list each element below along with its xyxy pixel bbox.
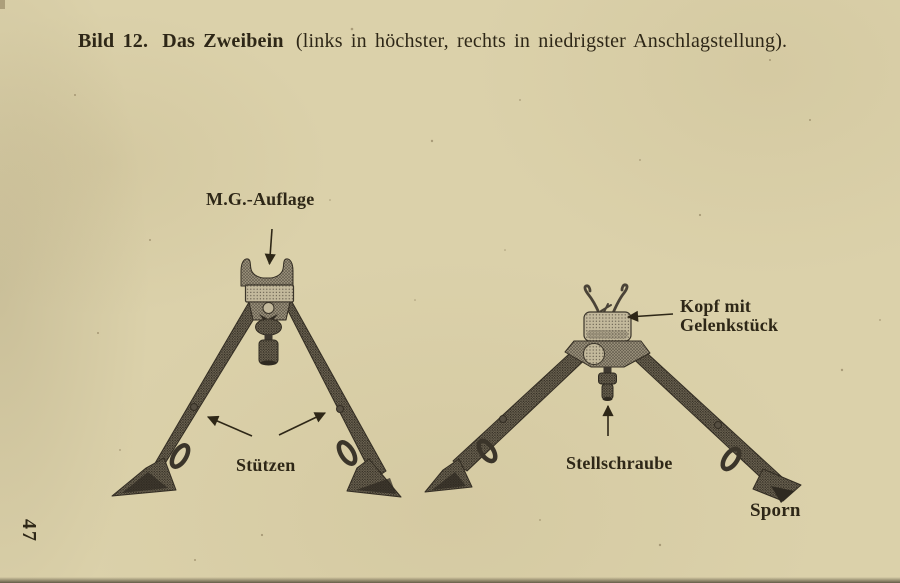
- label-kopf-line2: Gelenkstück: [680, 315, 779, 335]
- arrow-kopf: [628, 314, 673, 317]
- arrow-mg-auflage: [270, 229, 273, 264]
- label-sporn: Sporn: [750, 500, 801, 521]
- label-stuetzen: Stützen: [236, 455, 296, 475]
- label-mg-auflage: M.G.-Auflage: [206, 189, 315, 209]
- label-stellschraube: Stellschraube: [566, 453, 673, 473]
- figure-subtitle: (links in höchster, rechts in niedrigster Anschlagstellung).: [295, 30, 788, 52]
- page-number: 47: [18, 519, 41, 543]
- label-kopf-line1: Kopf mit: [680, 296, 752, 316]
- label-kopf-mit-gelenkstueck: [680, 297, 778, 335]
- arrow-stuetzen-left: [208, 417, 252, 436]
- figure-number: Bild 12.: [78, 30, 149, 52]
- figure-caption: [78, 29, 893, 53]
- figure-title: Das Zweibein: [162, 30, 284, 52]
- arrow-stuetzen-right: [279, 413, 325, 435]
